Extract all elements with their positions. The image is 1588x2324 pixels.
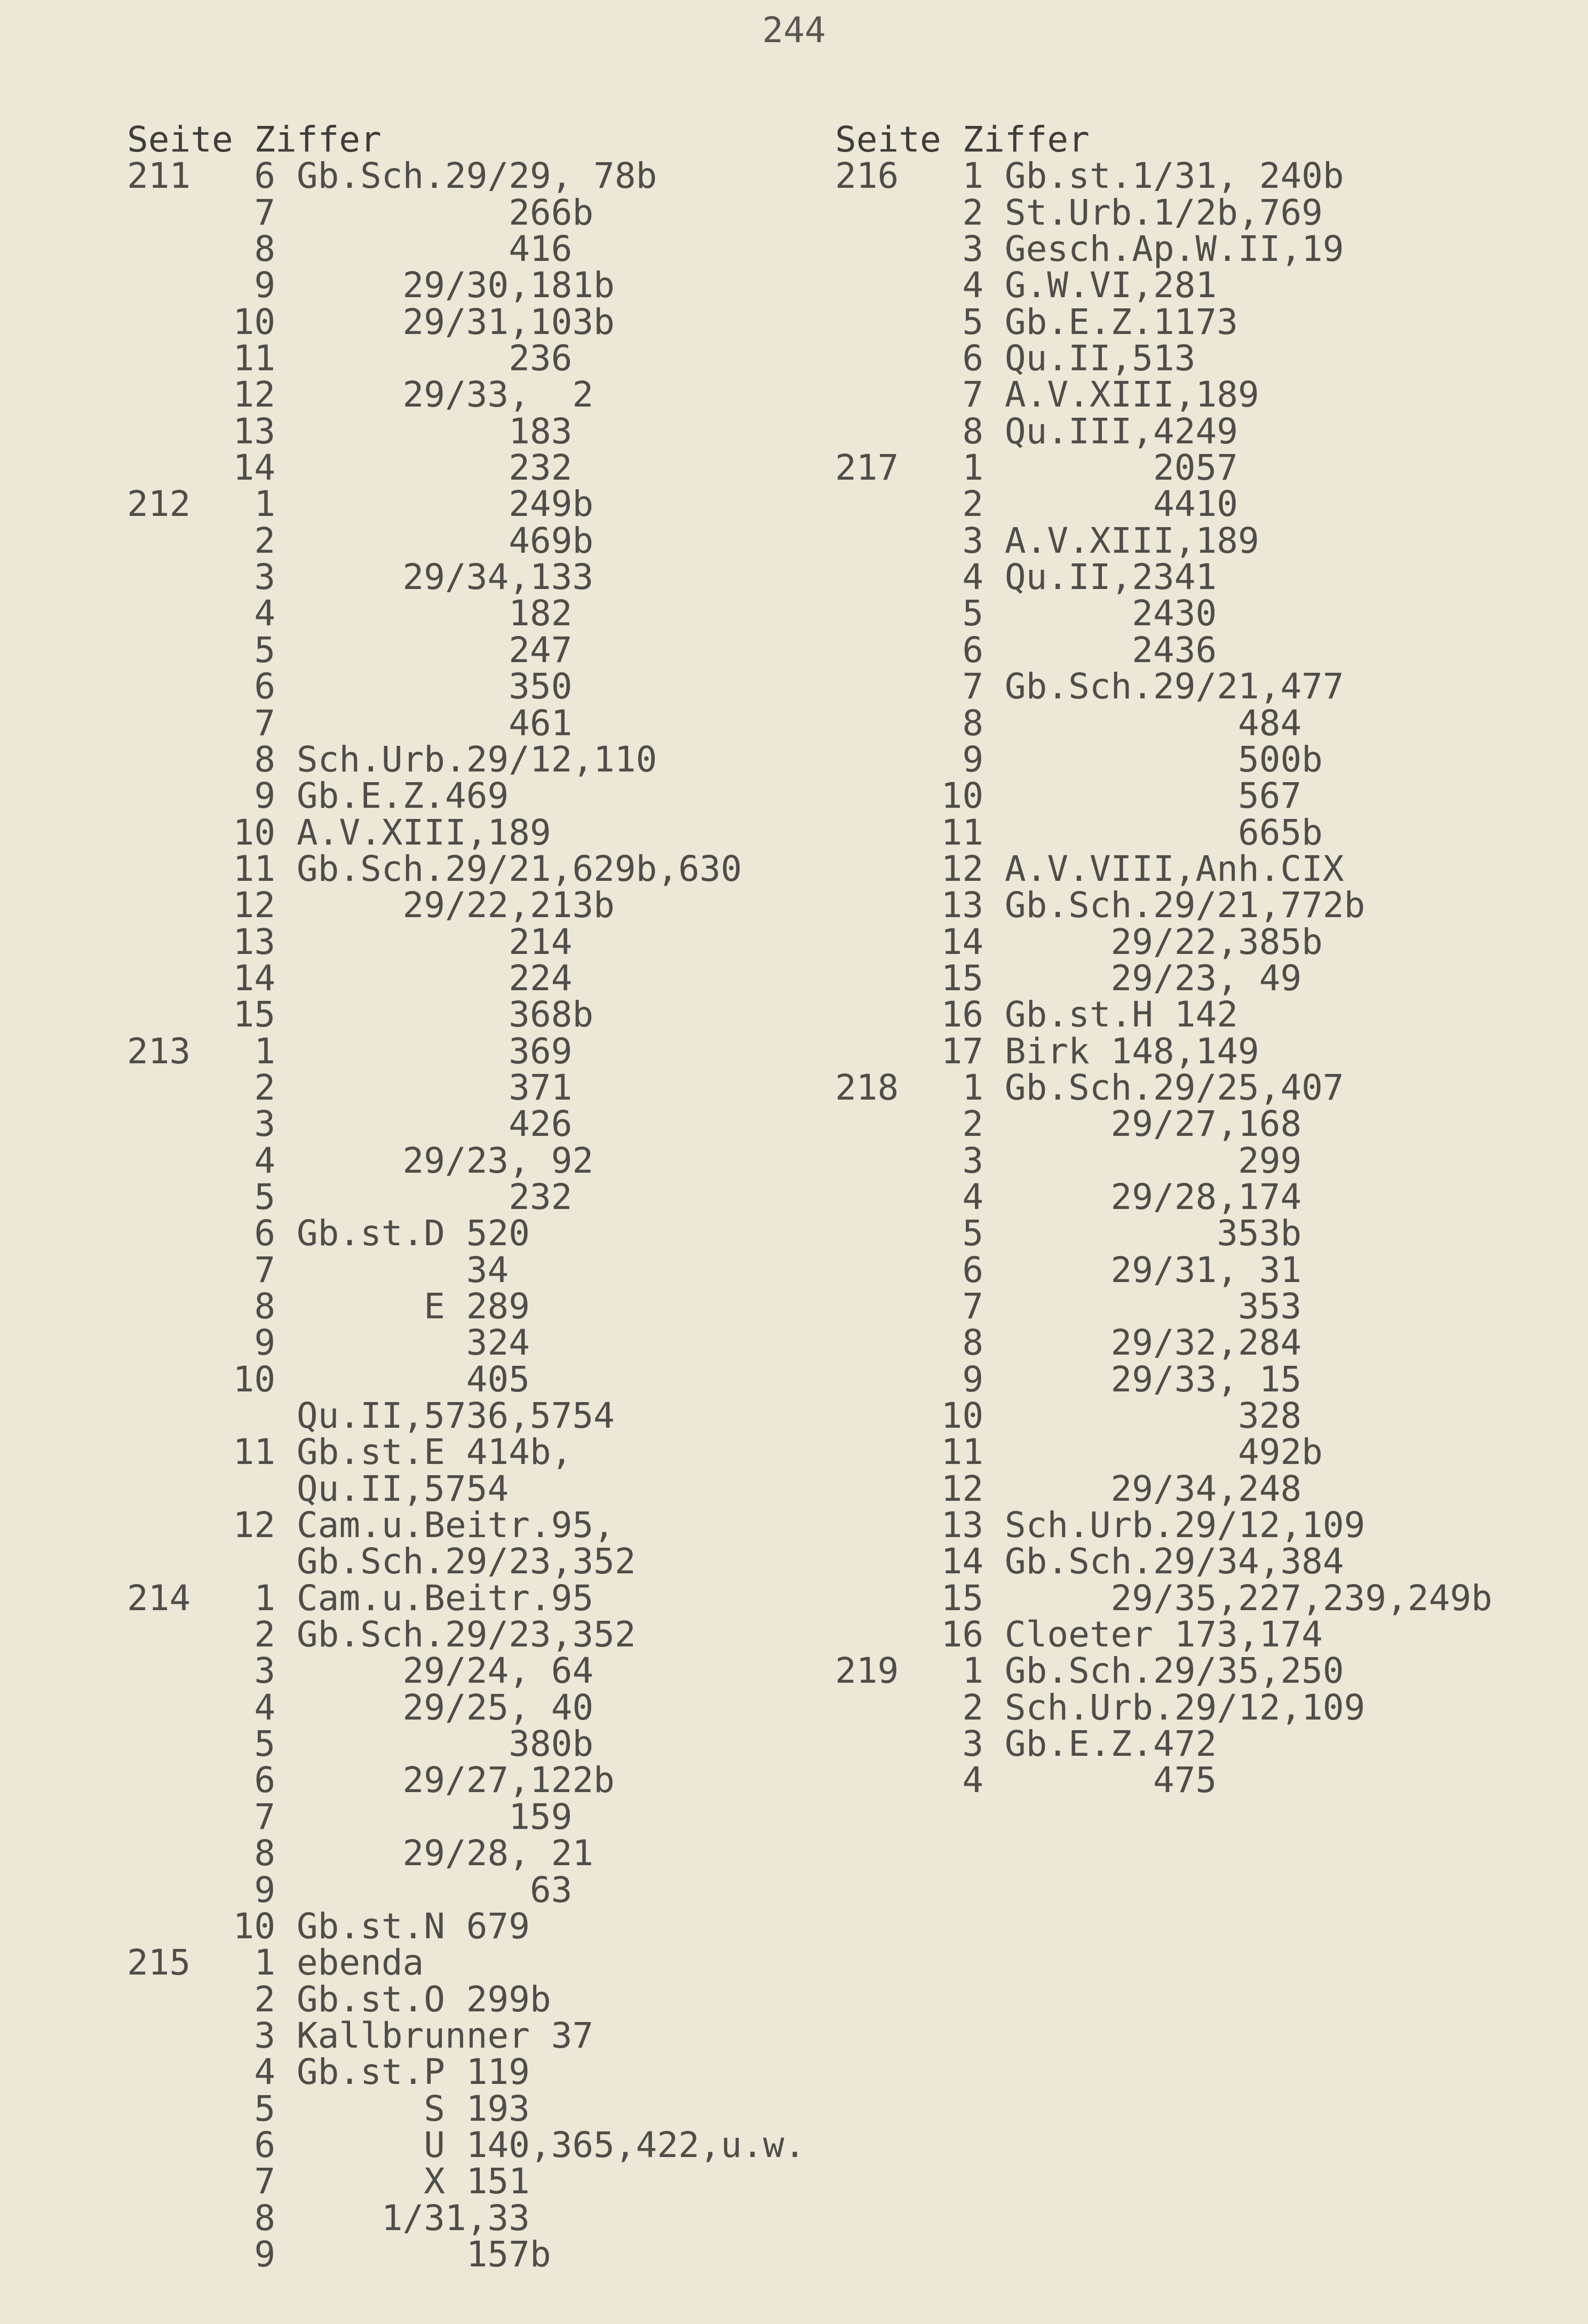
index-entry-row: 11 Gb.Sch.29/21,629b,630 xyxy=(127,848,742,889)
index-entry-row: 3 426 xyxy=(127,1103,573,1145)
index-entry-row: 4 Gb.st.P 119 xyxy=(127,2051,530,2093)
index-entry-row: 11 492b xyxy=(835,1431,1323,1473)
index-entry-row: 6 350 xyxy=(127,666,573,707)
index-entry-row: 217 1 2057 xyxy=(835,447,1238,489)
index-entry-row: 15 29/35,227,239,249b xyxy=(835,1577,1492,1619)
index-entry-row: 5 S 193 xyxy=(127,2088,530,2129)
index-entry-row: 218 1 Gb.Sch.29/25,407 xyxy=(835,1067,1344,1108)
index-entry-row: 6 Qu.II,513 xyxy=(835,338,1196,379)
index-entry-row: 4 29/23, 92 xyxy=(127,1140,594,1181)
index-entry-row: 6 2436 xyxy=(835,629,1217,671)
index-entry-row: 10 Gb.st.N 679 xyxy=(127,1905,530,1947)
index-entry-row: 11 665b xyxy=(835,811,1323,853)
index-column-right xyxy=(835,119,1492,1801)
index-entry-row: 212 1 249b xyxy=(127,483,594,525)
index-entry-row: 12 29/22,213b xyxy=(127,885,615,926)
index-entry-row: 16 Cloeter 173,174 xyxy=(835,1614,1323,1656)
index-entry-row: 16 Gb.st.H 142 xyxy=(835,994,1238,1036)
index-entry-row: 211 6 Gb.Sch.29/29, 78b xyxy=(127,155,657,197)
index-entry-row: 8 Qu.III,4249 xyxy=(835,410,1238,452)
index-entry-row: 2 St.Urb.1/2b,769 xyxy=(835,192,1323,233)
index-entry-row: 4 G.W.VI,281 xyxy=(835,265,1217,306)
index-entry-row: 4 475 xyxy=(835,1760,1217,1801)
index-entry-row: 9 324 xyxy=(127,1322,530,1364)
index-entry-row: 2 29/27,168 xyxy=(835,1103,1302,1145)
index-entry-row: 2 Gb.Sch.29/23,352 xyxy=(127,1614,636,1656)
index-entry-row: 10 567 xyxy=(835,775,1302,817)
index-entry-row: 13 Sch.Urb.29/12,109 xyxy=(835,1505,1365,1546)
index-entry-row: 215 1 ebenda xyxy=(127,1942,424,1984)
index-entry-row: 9 29/33, 15 xyxy=(835,1358,1302,1400)
index-entry-row: Gb.Sch.29/23,352 xyxy=(127,1541,636,1582)
index-entry-row: 3 Gb.E.Z.472 xyxy=(835,1723,1217,1765)
index-entry-row: 17 Birk 148,149 xyxy=(835,1030,1259,1072)
index-entry-row: 3 29/34,133 xyxy=(127,556,594,598)
index-entry-row: 4 29/25, 40 xyxy=(127,1686,594,1728)
index-entry-row: 213 1 369 xyxy=(127,1030,573,1072)
index-entry-row: 10 29/31,103b xyxy=(127,301,615,343)
index-entry-row: 4 29/28,174 xyxy=(835,1176,1302,1217)
index-entry-row: 8 Sch.Urb.29/12,110 xyxy=(127,738,657,780)
index-entry-row: 6 U 140,365,422,u.w. xyxy=(127,2124,806,2166)
index-entry-row: 8 484 xyxy=(835,702,1302,744)
index-entry-row: 5 2430 xyxy=(835,593,1217,634)
index-entry-row: 8 29/32,284 xyxy=(835,1322,1302,1364)
index-entry-row: 11 236 xyxy=(127,338,573,379)
index-entry-row: Qu.II,5736,5754 xyxy=(127,1395,615,1437)
index-entry-row: 219 1 Gb.Sch.29/35,250 xyxy=(835,1650,1344,1692)
column-header: Seite Ziffer xyxy=(127,119,382,160)
index-entry-row: 15 29/23, 49 xyxy=(835,957,1302,999)
index-entry-row: 7 Gb.Sch.29/21,477 xyxy=(835,666,1344,707)
index-entry-row: 6 Gb.st.D 520 xyxy=(127,1213,530,1254)
index-entry-row: 3 299 xyxy=(835,1140,1302,1181)
index-entry-row: 11 Gb.st.E 414b, xyxy=(127,1431,573,1473)
index-entry-row: 9 63 xyxy=(127,1869,573,1911)
index-entry-row: 7 159 xyxy=(127,1796,573,1837)
index-entry-row: 14 29/22,385b xyxy=(835,921,1323,962)
index-entry-row: 8 E 289 xyxy=(127,1286,530,1327)
index-entry-row: 3 29/24, 64 xyxy=(127,1650,594,1692)
index-entry-row: 7 A.V.XIII,189 xyxy=(835,374,1259,416)
index-entry-row: 12 Cam.u.Beitr.95, xyxy=(127,1505,615,1546)
index-entry-row: 3 A.V.XIII,189 xyxy=(835,520,1259,561)
index-column-left xyxy=(127,119,806,2275)
page-number: 244 xyxy=(762,10,826,51)
index-entry-row: 4 182 xyxy=(127,593,573,634)
index-entry-row: 12 29/33, 2 xyxy=(127,374,594,416)
index-entry-row: 13 214 xyxy=(127,921,573,962)
index-entry-row: 14 232 xyxy=(127,447,573,489)
index-entry-row: 12 29/34,248 xyxy=(835,1468,1302,1509)
index-entry-row: 5 247 xyxy=(127,629,573,671)
index-entry-row: 2 371 xyxy=(127,1067,573,1108)
index-entry-row: Qu.II,5754 xyxy=(127,1468,509,1509)
index-entry-row: 9 157b xyxy=(127,2233,551,2275)
index-entry-row: 8 416 xyxy=(127,228,573,270)
index-entry-row: 7 X 151 xyxy=(127,2161,530,2202)
index-entry-row: 14 224 xyxy=(127,957,573,999)
index-entry-row: 8 1/31,33 xyxy=(127,2197,530,2239)
index-entry-row: 5 380b xyxy=(127,1723,594,1765)
index-entry-row: 3 Kallbrunner 37 xyxy=(127,2015,594,2056)
index-entry-row: 5 232 xyxy=(127,1176,573,1217)
index-entry-row: 5 353b xyxy=(835,1213,1302,1254)
index-entry-row: 12 A.V.VIII,Anh.CIX xyxy=(835,848,1344,889)
index-entry-row: 9 Gb.E.Z.469 xyxy=(127,775,509,817)
index-entry-row: 9 500b xyxy=(835,738,1323,780)
index-entry-row: 13 Gb.Sch.29/21,772b xyxy=(835,885,1365,926)
index-entry-row: 14 Gb.Sch.29/34,384 xyxy=(835,1541,1344,1582)
index-entry-row: 2 4410 xyxy=(835,483,1238,525)
index-entry-row: 2 469b xyxy=(127,520,594,561)
index-entry-row: 8 29/28, 21 xyxy=(127,1833,594,1874)
index-entry-row: 3 Gesch.Ap.W.II,19 xyxy=(835,228,1344,270)
index-entry-row: 6 29/31, 31 xyxy=(835,1249,1302,1291)
index-entry-row: 15 368b xyxy=(127,994,594,1036)
index-entry-row: 2 Sch.Urb.29/12,109 xyxy=(835,1686,1365,1728)
index-entry-row: 5 Gb.E.Z.1173 xyxy=(835,301,1238,343)
index-entry-row: 13 183 xyxy=(127,410,573,452)
index-entry-row: 10 328 xyxy=(835,1395,1302,1437)
index-entry-row: 7 461 xyxy=(127,702,573,744)
index-entry-row: 214 1 Cam.u.Beitr.95 xyxy=(127,1577,594,1619)
index-entry-row: 7 34 xyxy=(127,1249,509,1291)
index-entry-row: 4 Qu.II,2341 xyxy=(835,556,1217,598)
index-entry-row: 216 1 Gb.st.1/31, 240b xyxy=(835,155,1344,197)
index-entry-row: 7 266b xyxy=(127,192,594,233)
index-entry-row: 6 29/27,122b xyxy=(127,1760,615,1801)
index-entry-row: 10 405 xyxy=(127,1358,530,1400)
index-entry-row: 2 Gb.st.O 299b xyxy=(127,1978,551,2020)
index-entry-row: 9 29/30,181b xyxy=(127,265,615,306)
index-entry-row: 10 A.V.XIII,189 xyxy=(127,811,551,853)
column-header: Seite Ziffer xyxy=(835,119,1090,160)
index-entry-row: 7 353 xyxy=(835,1286,1302,1327)
